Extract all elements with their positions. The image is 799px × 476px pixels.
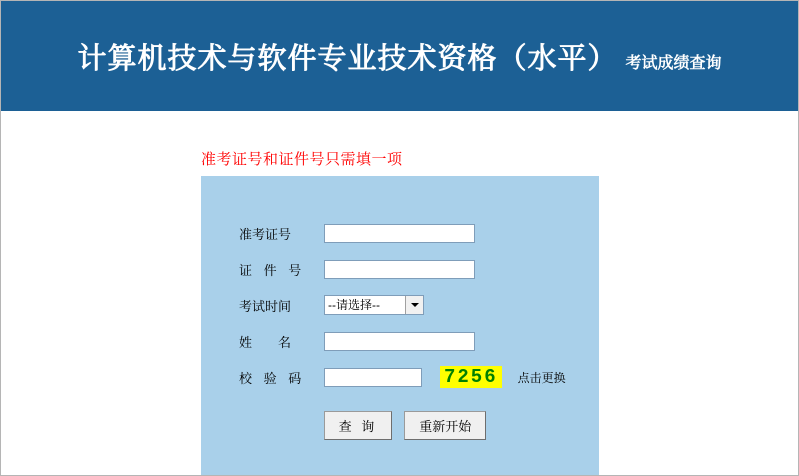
form-button-row — [201, 411, 599, 440]
chevron-down-icon — [405, 296, 423, 314]
query-form-panel — [201, 176, 599, 475]
exam-date-select-value: --请选择-- — [328, 298, 380, 312]
page-subtitle: 考试成绩查询 — [625, 54, 722, 72]
page-header — [1, 1, 798, 113]
label-admission-number: 准考证号 — [239, 226, 292, 242]
label-captcha: 校 验 码 — [239, 370, 306, 386]
captcha-image: 7256 — [440, 366, 502, 388]
page-content — [1, 115, 798, 475]
id-number-input[interactable] — [324, 260, 475, 279]
captcha-refresh-link[interactable]: 点击更换 — [517, 370, 566, 385]
header-title-group — [77, 36, 721, 77]
captcha-input[interactable] — [324, 368, 422, 387]
submit-query-button[interactable]: 查 询 — [324, 411, 393, 440]
form-rows — [201, 217, 599, 440]
admission-number-input[interactable] — [324, 224, 475, 243]
name-input[interactable] — [324, 332, 475, 351]
field-row-id-number — [201, 253, 599, 285]
form-notice: 准考证号和证件号只需填一项 — [201, 151, 403, 168]
exam-date-select[interactable] — [324, 295, 424, 315]
label-id-number: 证 件 号 — [239, 262, 306, 278]
label-name: 姓 名 — [239, 334, 292, 350]
page-title: 计算机技术与软件专业技术资格（水平） — [77, 42, 618, 75]
field-row-admission-number — [201, 217, 599, 249]
field-row-name — [201, 325, 599, 357]
field-row-captcha — [201, 361, 599, 393]
field-row-exam-date — [201, 289, 599, 321]
reset-form-button[interactable]: 重新开始 — [404, 411, 486, 440]
label-exam-date: 考试时间 — [239, 298, 292, 314]
